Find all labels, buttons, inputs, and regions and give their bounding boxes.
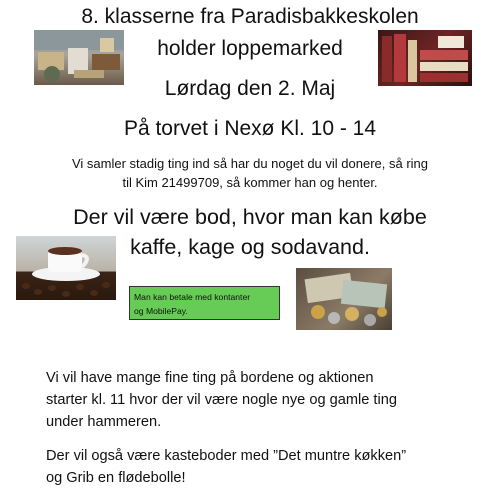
stall-line-2: kaffe, kage og sodavand. (130, 235, 370, 259)
money-photo (296, 268, 392, 330)
stall-line-1: Der vil være bod, hvor man kan købe (73, 205, 427, 229)
heading-line-2: holder loppemarked (157, 37, 343, 60)
donation-line-1: Vi samler stadig ting ind så har du noget du vil donere, så ring (71, 156, 429, 171)
paragraph-1-line-3: under hammeren. (46, 414, 162, 430)
payment-note-line-1: Man kan betale med kontanter (134, 292, 251, 302)
date-line: Lørdag den 2. Maj (164, 77, 336, 100)
payment-note-line-2: og MobilePay. (134, 306, 188, 316)
heading-line-1: 8. klasserne fra Paradisbakkeskolen (81, 5, 419, 28)
location-time-line: På torvet i Nexø Kl. 10 - 14 (123, 117, 377, 140)
paragraph-1 (46, 367, 466, 433)
donation-line-2: til Kim 21499709, så kommer han og henter. (122, 175, 378, 190)
paragraph-1-line-1: Vi vil have mange fine ting på bordene og aktionen (46, 370, 374, 386)
paragraph-1-line-2: starter kl. 11 hvor der vil være nogle nye og gamle ting (46, 392, 397, 408)
paragraph-2 (46, 445, 466, 489)
paragraph-2-line-2: og Grib en flødebolle! (46, 470, 186, 486)
payment-note (129, 286, 280, 320)
paragraph-2-line-1: Der vil også være kasteboder med ”Det muntre køkken” (46, 448, 407, 464)
